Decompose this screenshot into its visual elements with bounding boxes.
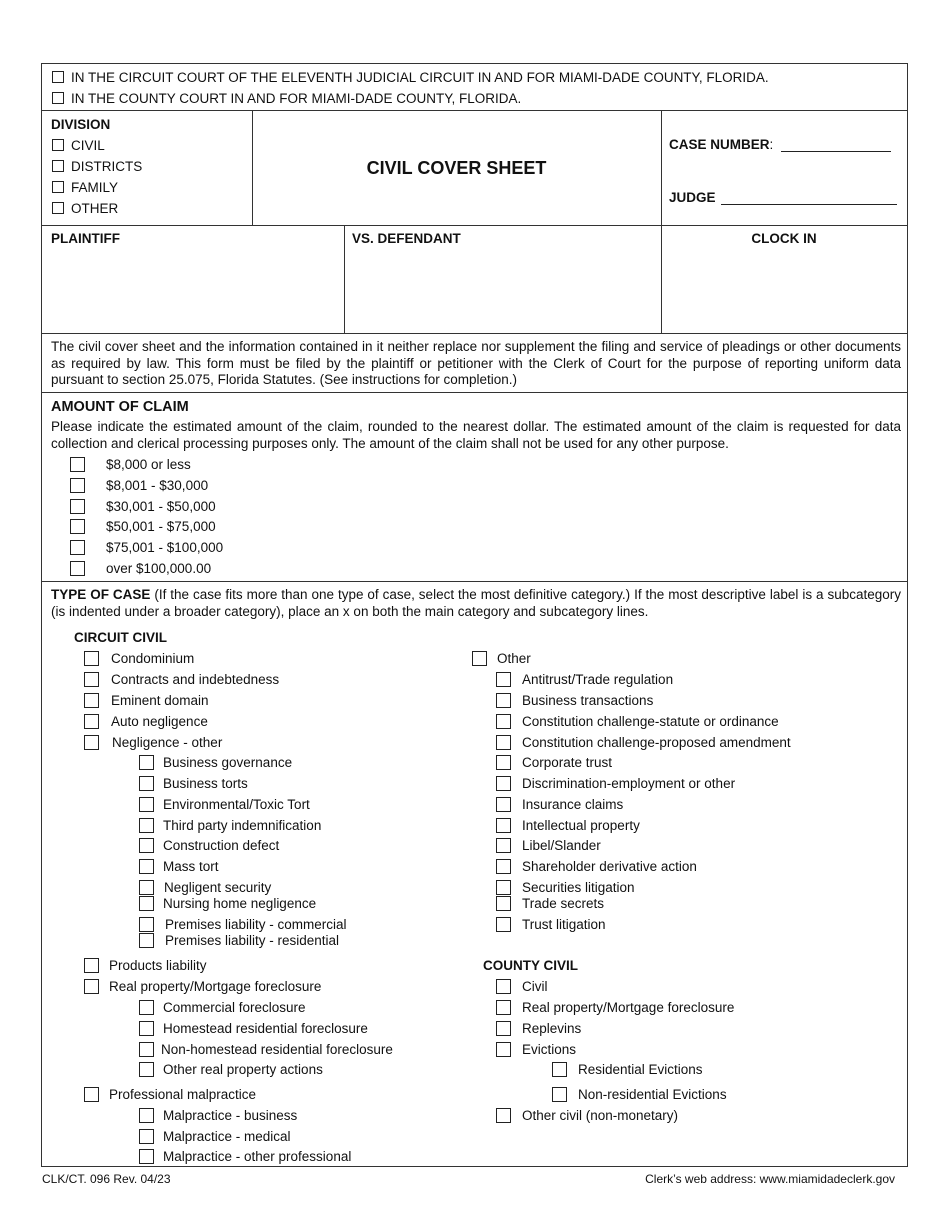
checkbox[interactable] xyxy=(496,880,511,895)
checkbox[interactable] xyxy=(139,838,154,853)
case-subtype-label: Third party indemnification xyxy=(163,818,322,833)
amount-heading: AMOUNT OF CLAIM xyxy=(51,399,189,415)
case-subtype-label: Business transactions xyxy=(522,693,654,708)
amount-instructions: Please indicate the estimated amount of the claim, rounded to the nearest dollar. The estimated amount of the claim is requested for data collection and clerical processing purposes only. The amount of the claim shall not be used for any other purpose. xyxy=(51,419,901,451)
case-number-colon: : xyxy=(769,137,774,152)
checkbox[interactable] xyxy=(139,818,154,833)
clock-in-label: CLOCK IN xyxy=(751,231,817,246)
case-subtype-label: Malpractice - other professional xyxy=(163,1149,352,1164)
checkbox[interactable] xyxy=(52,181,64,193)
checkbox[interactable] xyxy=(139,933,154,948)
amount-label: $8,001 - $30,000 xyxy=(106,478,209,493)
defendant-label: VS. DEFENDANT xyxy=(352,231,461,246)
case-subtype-label: Malpractice - medical xyxy=(163,1129,291,1144)
checkbox[interactable] xyxy=(139,1149,154,1164)
checkbox[interactable] xyxy=(139,1042,154,1057)
checkbox[interactable] xyxy=(472,651,487,666)
case-subtype-label: Trade secrets xyxy=(522,896,605,911)
case-subtype-label: Antitrust/Trade regulation xyxy=(522,672,674,687)
checkbox[interactable] xyxy=(139,755,154,770)
court-option-label: IN THE CIRCUIT COURT OF THE ELEVENTH JUDICIAL CIRCUIT IN AND FOR MIAMI-DADE COUNTY, FLORIDA. xyxy=(71,70,769,85)
checkbox[interactable] xyxy=(496,818,511,833)
checkbox[interactable] xyxy=(84,693,99,708)
notice-row xyxy=(42,334,907,393)
type-instructions-text: (If the case fits more than one type of case, select the most definitive category.) If the most descriptive label is a subcategory (is indented under a broader category), place an x on both the main category and subcategory lines. xyxy=(51,587,901,619)
checkbox[interactable] xyxy=(139,917,154,932)
checkbox[interactable] xyxy=(496,1042,511,1057)
case-subtype-label: Other real property actions xyxy=(163,1062,323,1077)
checkbox[interactable] xyxy=(496,917,511,932)
type-instructions xyxy=(51,587,901,620)
case-subtype-label: Mass tort xyxy=(163,859,219,874)
case-number xyxy=(669,137,891,152)
checkbox[interactable] xyxy=(139,880,154,895)
checkbox[interactable] xyxy=(70,499,85,514)
division-option-civil[interactable] xyxy=(52,138,105,153)
court-option-label: IN THE COUNTY COURT IN AND FOR MIAMI-DADE COUNTY, FLORIDA. xyxy=(71,91,522,106)
case-subtype-label: Securities litigation xyxy=(522,880,635,895)
case-subtype-label: Constitution challenge-proposed amendment xyxy=(522,735,791,750)
checkbox[interactable] xyxy=(496,1021,511,1036)
case-subtype-label: Construction defect xyxy=(163,838,280,853)
checkbox[interactable] xyxy=(496,776,511,791)
case-type-label: Contracts and indebtedness xyxy=(111,672,280,687)
case-subtype-label: Environmental/Toxic Tort xyxy=(163,797,310,812)
checkbox[interactable] xyxy=(139,776,154,791)
checkbox[interactable] xyxy=(70,561,85,576)
checkbox[interactable] xyxy=(139,1129,154,1144)
cover-sheet-form xyxy=(41,63,908,1167)
case-type-label: Condominium xyxy=(111,651,195,666)
checkbox[interactable] xyxy=(84,1087,99,1102)
plaintiff-field[interactable] xyxy=(51,250,336,328)
case-subtype-label: Constitution challenge-statute or ordinance xyxy=(522,714,779,729)
case-subtype-label: Corporate trust xyxy=(522,755,613,770)
amount-label: over $100,000.00 xyxy=(106,561,212,576)
type-of-case-section xyxy=(42,582,907,1168)
header-row xyxy=(42,111,907,226)
court-option-county[interactable] xyxy=(52,91,521,106)
checkbox[interactable] xyxy=(496,896,511,911)
page-title: CIVIL COVER SHEET xyxy=(366,158,547,178)
checkbox[interactable] xyxy=(52,71,64,83)
checkbox[interactable] xyxy=(496,714,511,729)
division-option-districts[interactable] xyxy=(52,159,142,174)
case-number-label: CASE NUMBER xyxy=(669,137,770,152)
division-label: FAMILY xyxy=(71,180,119,195)
case-type-label: Other civil (non-monetary) xyxy=(522,1108,679,1123)
case-number-field[interactable] xyxy=(781,138,891,152)
checkbox[interactable] xyxy=(70,540,85,555)
checkbox[interactable] xyxy=(52,139,64,151)
checkbox[interactable] xyxy=(139,1021,154,1036)
division-label: CIVIL xyxy=(71,138,105,153)
amount-label: $30,001 - $50,000 xyxy=(106,499,216,514)
case-subtype-label: Intellectual property xyxy=(522,818,640,833)
parties-row xyxy=(42,226,907,334)
court-selection xyxy=(42,64,907,111)
checkbox[interactable] xyxy=(84,735,99,750)
checkbox[interactable] xyxy=(84,979,99,994)
case-subtype-label: Discrimination-employment or other xyxy=(522,776,736,791)
checkbox[interactable] xyxy=(139,797,154,812)
division-label: OTHER xyxy=(71,201,119,216)
checkbox[interactable] xyxy=(70,478,85,493)
amount-label: $75,001 - $100,000 xyxy=(106,540,224,555)
case-type-label: Eminent domain xyxy=(111,693,209,708)
checkbox[interactable] xyxy=(52,160,64,172)
amount-label: $50,001 - $75,000 xyxy=(106,519,216,534)
county-civil-heading: COUNTY CIVIL xyxy=(483,958,579,973)
checkbox[interactable] xyxy=(496,838,511,853)
checkbox[interactable] xyxy=(84,714,99,729)
case-subtype-label: Homestead residential foreclosure xyxy=(163,1021,368,1036)
checkbox[interactable] xyxy=(496,1108,511,1123)
case-subtype-label: Premises liability - residential xyxy=(165,933,340,948)
case-type-label: Civil xyxy=(522,979,548,994)
judge xyxy=(669,190,897,205)
circuit-civil-heading: CIRCUIT CIVIL xyxy=(74,630,167,645)
checkbox[interactable] xyxy=(496,979,511,994)
case-type-label: Professional malpractice xyxy=(109,1087,257,1102)
checkbox[interactable] xyxy=(84,672,99,687)
checkbox[interactable] xyxy=(496,859,511,874)
case-type-label: Replevins xyxy=(522,1021,582,1036)
case-subtype-label: Non-homestead residential foreclosure xyxy=(161,1042,393,1057)
plaintiff-label: PLAINTIFF xyxy=(51,231,120,246)
checkbox[interactable] xyxy=(84,651,99,666)
checkbox[interactable] xyxy=(552,1087,567,1102)
case-type-label: Other xyxy=(497,651,531,666)
division-option-family[interactable] xyxy=(52,180,118,195)
case-subtype-label: Business governance xyxy=(163,755,293,770)
form-id: CLK/CT. 096 Rev. 04/23 xyxy=(42,1172,171,1186)
checkbox[interactable] xyxy=(496,672,511,687)
checkbox[interactable] xyxy=(496,797,511,812)
checkbox[interactable] xyxy=(139,1000,154,1015)
court-option-circuit[interactable] xyxy=(52,70,769,85)
amount-label: $8,000 or less xyxy=(106,457,191,472)
checkbox[interactable] xyxy=(496,693,511,708)
defendant-field[interactable] xyxy=(352,250,652,328)
case-type-label: Negligence - other xyxy=(112,735,223,750)
case-type-label: Auto negligence xyxy=(111,714,208,729)
checkbox[interactable] xyxy=(139,1062,154,1077)
checkbox[interactable] xyxy=(139,1108,154,1123)
checkbox[interactable] xyxy=(496,735,511,750)
checkbox[interactable] xyxy=(70,457,85,472)
case-subtype-label: Nursing home negligence xyxy=(163,896,317,911)
case-subtype-label: Business torts xyxy=(163,776,248,791)
case-subtype-label: Trust litigation xyxy=(522,917,606,932)
case-type-label: Products liability xyxy=(109,958,207,973)
notice-text: The civil cover sheet and the information contained in it neither replace nor supplement the filing and service of pleadings or other documents as required by law. This form must be filed by the plaintiff or petitioner with the Clerk of Court for the purpose of reporting uniform data pursuant to section 25.075, Florida Statutes. (See instructions for completion.) xyxy=(51,339,901,387)
checkbox[interactable] xyxy=(496,755,511,770)
case-subtype-label: Libel/Slander xyxy=(522,838,601,853)
judge-label: JUDGE xyxy=(669,190,716,205)
checkbox[interactable] xyxy=(496,1000,511,1015)
case-subtype-label: Non-residential Evictions xyxy=(578,1087,727,1102)
judge-field[interactable] xyxy=(721,191,897,205)
amount-of-claim-section xyxy=(42,393,907,582)
type-heading: TYPE OF CASE xyxy=(51,587,151,602)
case-type-label: Real property/Mortgage foreclosure xyxy=(522,1000,735,1015)
checkbox[interactable] xyxy=(139,859,154,874)
case-subtype-label: Premises liability - commercial xyxy=(165,917,347,932)
case-subtype-label: Insurance claims xyxy=(522,797,624,812)
division-label: DISTRICTS xyxy=(71,159,143,174)
checkbox[interactable] xyxy=(552,1062,567,1077)
division-option-other[interactable] xyxy=(52,201,118,216)
checkbox[interactable] xyxy=(52,202,64,214)
case-subtype-label: Residential Evictions xyxy=(578,1062,703,1077)
case-type-label: Real property/Mortgage foreclosure xyxy=(109,979,322,994)
division-heading: DIVISION xyxy=(51,117,111,132)
checkbox[interactable] xyxy=(84,958,99,973)
case-type-label: Evictions xyxy=(522,1042,577,1057)
checkbox[interactable] xyxy=(70,519,85,534)
case-subtype-label: Negligent security xyxy=(164,880,272,895)
case-subtype-label: Shareholder derivative action xyxy=(522,859,697,874)
checkbox[interactable] xyxy=(139,896,154,911)
checkbox[interactable] xyxy=(52,92,64,104)
case-subtype-label: Malpractice - business xyxy=(163,1108,298,1123)
clerk-web-address: Clerk’s web address: www.miamidadeclerk.gov xyxy=(645,1172,895,1186)
case-subtype-label: Commercial foreclosure xyxy=(163,1000,306,1015)
